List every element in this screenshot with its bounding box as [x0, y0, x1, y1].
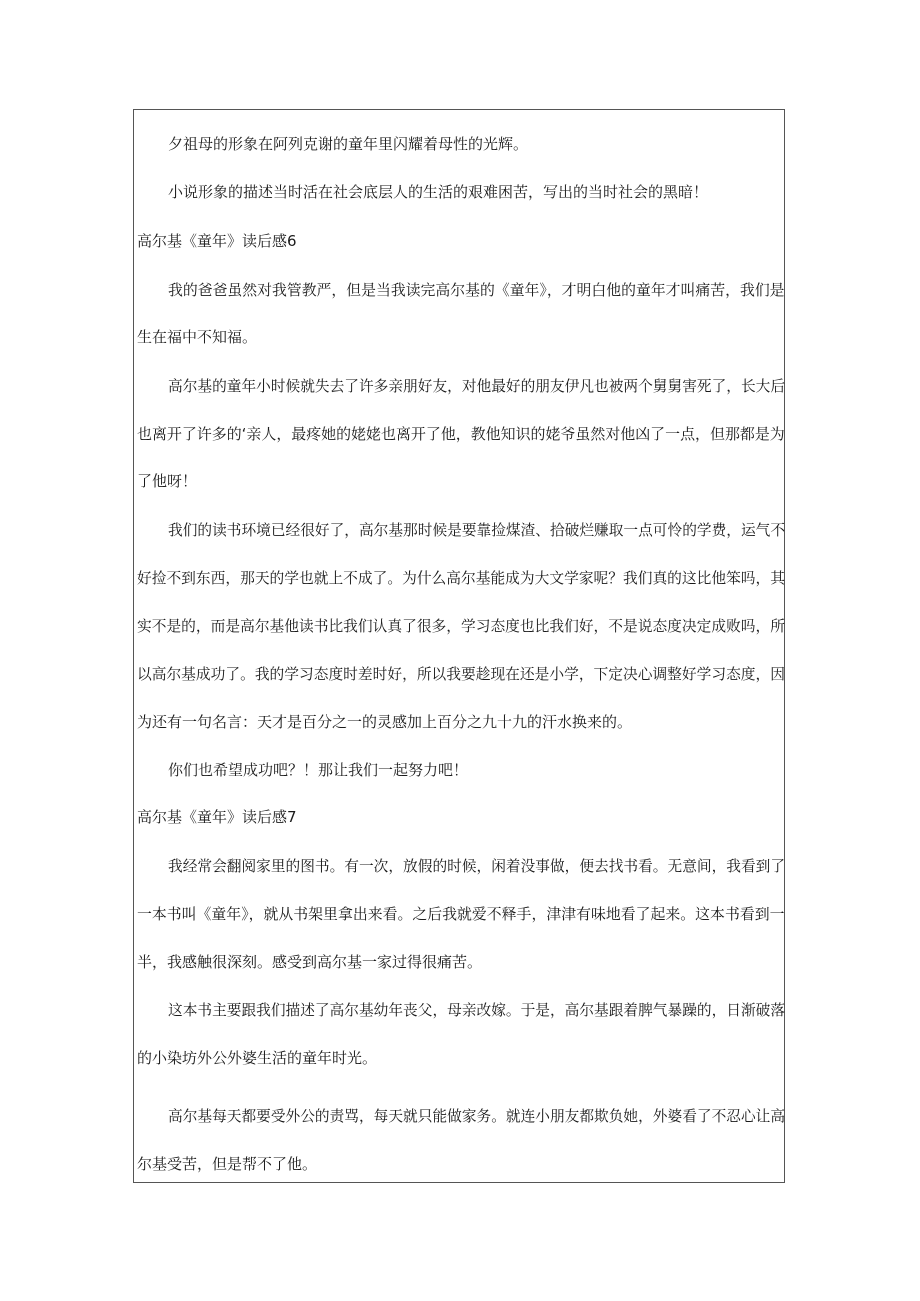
- paragraph-line: 我们的读书环境已经很好了，高尔基那时候是要靠捡煤渣、拾破烂赚取一点可怜的学费，运气不: [168, 521, 786, 539]
- paragraph-line: 实不是的，而是高尔基他读书比我们认真了很多，学习态度也比我们好，不是说态度决定成败吗，所: [137, 617, 786, 635]
- paragraph-line: 我的爸爸虽然对我管教严，但是当我读完高尔基的《童年》，才明白他的童年才叫痛苦，我们是: [168, 281, 785, 299]
- paragraph-line: 的小染坊外公外婆生活的童年时光。: [137, 1049, 378, 1067]
- paragraph-line: 这本书主要跟我们描述了高尔基幼年丧父，母亲改嫁。于是，高尔基跟着脾气暴躁的，日渐破落: [168, 1001, 786, 1019]
- paragraph-line: 半，我感触很深刻。感受到高尔基一家过得很痛苦。: [137, 953, 483, 971]
- paragraph-line: 我经常会翻阅家里的图书。有一次，放假的时候，闲着没事做，便去找书看。无意间，我看到了: [168, 857, 786, 875]
- paragraph-line: 生在福中不知福。: [137, 328, 258, 346]
- paragraph-line: 也离开了许多的‘亲人，最疼她的姥姥也离开了他，教他知识的姥爷虽然对他凶了一点，但那都是为: [137, 425, 785, 443]
- section-heading: 高尔基《童年》读后感6: [137, 232, 297, 250]
- paragraph-line: 了他呀！: [137, 472, 198, 490]
- paragraph-line: 你们也希望成功吧？！那让我们一起努力吧！: [168, 761, 469, 779]
- paragraph-line: 夕祖母的形象在阿列克谢的童年里闪耀着母性的光辉。: [168, 135, 529, 153]
- section-heading: 高尔基《童年》读后感7: [137, 808, 297, 826]
- paragraph-line: 尔基受苦，但是帮不了他。: [137, 1155, 318, 1173]
- paragraph-line: 为还有一句名言：天才是百分之一的灵感加上百分之九十九的汗水换来的。: [137, 713, 633, 731]
- paragraph-line: 好捡不到东西，那天的学也就上不成了。为什么高尔基能成为大文学家呢？我们真的这比他笨吗，其: [137, 569, 786, 587]
- paragraph-line: 小说形象的描述当时活在社会底层人的生活的艰难困苦，写出的当时社会的黑暗！: [168, 183, 709, 201]
- page-frame: [133, 109, 785, 1183]
- paragraph-line: 高尔基的童年小时候就失去了许多亲朋好友，对他最好的朋友伊凡也被两个舅舅害死了，长大后: [168, 377, 786, 395]
- paragraph-line: 以高尔基成功了。我的学习态度时差时好，所以我要趁现在还是小学，下定决心调整好学习态度，因: [137, 665, 786, 683]
- paragraph-line: 一本书叫《童年》，就从书架里拿出来看。之后我就爱不释手，津津有味地看了起来。这本书看到一: [137, 905, 785, 923]
- paragraph-line: 高尔基每天都要受外公的责骂，每天就只能做家务。就连小朋友都欺负她，外婆看了不忍心让高: [168, 1107, 786, 1125]
